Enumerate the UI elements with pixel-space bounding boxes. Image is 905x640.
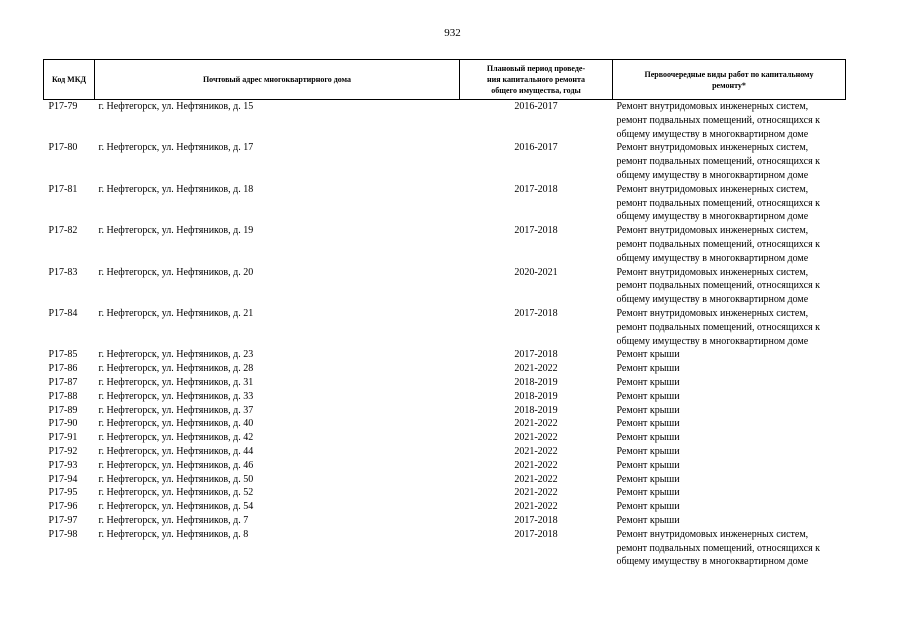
works-line: Ремонт крыши xyxy=(616,487,680,499)
works-line: ремонт подвальных помещений, относящихся к xyxy=(616,542,821,554)
header-period-line: ния капитального ремонта xyxy=(487,75,585,84)
table-row xyxy=(44,417,846,431)
works-line: Ремонт крыши xyxy=(616,363,680,375)
cell-period: 2018-2019 xyxy=(514,404,558,416)
cell-works xyxy=(613,404,846,418)
header-works-line: Первоочередные виды работ по капитальному xyxy=(644,69,814,79)
cell-works xyxy=(613,348,846,362)
works-line: Ремонт внутридомовых инженерных систем, xyxy=(616,528,809,540)
cell-code: Р17-94 xyxy=(48,473,78,485)
works-line: общему имуществу в многоквартирном доме xyxy=(616,211,809,223)
works-line: ремонт подвальных помещений, относящихся к xyxy=(616,280,821,292)
works-line: общему имуществу в многоквартирном доме xyxy=(616,169,809,181)
cell-works xyxy=(613,307,846,348)
cell-address: г. Нефтегорск, ул. Нефтяников, д. 46 xyxy=(98,459,254,471)
table-row xyxy=(44,473,846,487)
cell-period: 2021-2022 xyxy=(514,432,558,444)
cell-works xyxy=(613,445,846,459)
cell-address: г. Нефтегорск, ул. Нефтяников, д. 19 xyxy=(98,225,254,237)
table-row xyxy=(44,307,846,348)
table-row xyxy=(44,459,846,473)
header-address: Почтовый адрес многоквартирного дома xyxy=(95,60,460,100)
table-row xyxy=(44,390,846,404)
cell-code: Р17-86 xyxy=(48,363,78,375)
cell-code: Р17-79 xyxy=(48,101,78,112)
header-period-line: Плановый период проведе- xyxy=(486,64,586,73)
cell-address: г. Нефтегорск, ул. Нефтяников, д. 33 xyxy=(98,390,254,402)
cell-works xyxy=(613,500,846,514)
works-line: Ремонт внутридомовых инженерных систем, xyxy=(616,183,809,195)
cell-period: 2021-2022 xyxy=(514,501,558,513)
cell-code: Р17-91 xyxy=(48,432,78,444)
cell-period: 2017-2018 xyxy=(514,349,558,361)
works-line: ремонт подвальных помещений, относящихся к xyxy=(616,321,821,333)
cell-period: 2021-2022 xyxy=(514,459,558,471)
cell-period: 2017-2018 xyxy=(514,183,558,195)
header-works xyxy=(613,60,846,100)
table-row xyxy=(44,376,846,390)
table-row xyxy=(44,100,846,142)
table-row xyxy=(44,183,846,224)
cell-address: г. Нефтегорск, ул. Нефтяников, д. 17 xyxy=(98,142,254,154)
table-row xyxy=(44,348,846,362)
works-line: общему имуществу в многоквартирном доме xyxy=(616,128,809,140)
cell-works xyxy=(613,431,846,445)
cell-address: г. Нефтегорск, ул. Нефтяников, д. 7 xyxy=(98,514,249,526)
repair-schedule-table xyxy=(43,59,846,569)
works-line: ремонт подвальных помещений, относящихся к xyxy=(616,114,821,126)
works-line: Ремонт внутридомовых инженерных систем, xyxy=(616,142,809,154)
header-works-line: ремонту* xyxy=(712,80,746,90)
cell-address: г. Нефтегорск, ул. Нефтяников, д. 40 xyxy=(98,418,254,430)
cell-code: Р17-96 xyxy=(48,501,78,513)
table-row xyxy=(44,224,846,265)
cell-address: г. Нефтегорск, ул. Нефтяников, д. 44 xyxy=(98,445,254,457)
works-line: ремонт подвальных помещений, относящихся к xyxy=(616,197,821,209)
cell-period: 2021-2022 xyxy=(514,445,558,457)
cell-code: Р17-92 xyxy=(48,445,78,457)
cell-works xyxy=(613,376,846,390)
cell-works xyxy=(613,390,846,404)
cell-works xyxy=(613,514,846,528)
cell-code: Р17-90 xyxy=(48,418,78,430)
header-code: Код МКД xyxy=(44,60,95,100)
cell-works xyxy=(613,486,846,500)
header-period-line: общего имущества, годы xyxy=(491,86,581,95)
table-row xyxy=(44,486,846,500)
table-row xyxy=(44,362,846,376)
cell-works xyxy=(613,183,846,224)
header-period xyxy=(460,60,613,100)
cell-code: Р17-83 xyxy=(48,266,78,278)
works-line: Ремонт крыши xyxy=(616,349,680,361)
table-row xyxy=(44,528,846,569)
cell-code: Р17-88 xyxy=(48,390,78,402)
cell-address: г. Нефтегорск, ул. Нефтяников, д. 23 xyxy=(98,349,254,361)
cell-period: 2021-2022 xyxy=(514,487,558,499)
cell-period: 2017-2018 xyxy=(514,514,558,526)
table-body xyxy=(44,100,846,570)
works-line: общему имуществу в многоквартирном доме xyxy=(616,335,809,347)
cell-period: 2016-2017 xyxy=(514,142,558,154)
cell-period: 2021-2022 xyxy=(514,363,558,375)
cell-works xyxy=(613,100,846,142)
works-line: ремонт подвальных помещений, относящихся к xyxy=(616,238,821,250)
works-line: Ремонт крыши xyxy=(616,501,680,513)
cell-works xyxy=(613,417,846,431)
cell-address: г. Нефтегорск, ул. Нефтяников, д. 37 xyxy=(98,404,254,416)
cell-code: Р17-84 xyxy=(48,307,78,319)
works-line: Ремонт крыши xyxy=(616,376,680,388)
works-line: общему имуществу в многоквартирном доме xyxy=(616,294,809,306)
works-line: Ремонт крыши xyxy=(616,390,680,402)
cell-code: Р17-89 xyxy=(48,404,78,416)
page-number: 932 xyxy=(444,27,461,39)
cell-address: г. Нефтегорск, ул. Нефтяников, д. 52 xyxy=(98,487,254,499)
cell-code: Р17-80 xyxy=(48,142,78,154)
cell-period: 2018-2019 xyxy=(514,376,558,388)
cell-works xyxy=(613,141,846,182)
cell-code: Р17-93 xyxy=(48,459,78,471)
cell-code: Р17-95 xyxy=(48,487,78,499)
works-line: Ремонт крыши xyxy=(616,432,680,444)
cell-works xyxy=(613,528,846,569)
works-line: общему имуществу в многоквартирном доме xyxy=(616,556,809,568)
cell-period: 2016-2017 xyxy=(514,101,558,112)
cell-period: 2017-2018 xyxy=(514,528,558,540)
works-line: Ремонт внутридомовых инженерных систем, xyxy=(616,101,809,112)
cell-period: 2018-2019 xyxy=(514,390,558,402)
table-row xyxy=(44,500,846,514)
works-line: Ремонт крыши xyxy=(616,404,680,416)
works-line: Ремонт крыши xyxy=(616,445,680,457)
cell-address: г. Нефтегорск, ул. Нефтяников, д. 8 xyxy=(98,528,249,540)
cell-address: г. Нефтегорск, ул. Нефтяников, д. 15 xyxy=(98,101,254,112)
works-line: Ремонт крыши xyxy=(616,473,680,485)
cell-works xyxy=(613,266,846,307)
table-row xyxy=(44,514,846,528)
table-row xyxy=(44,445,846,459)
cell-period: 2021-2022 xyxy=(514,473,558,485)
cell-works xyxy=(613,473,846,487)
table-row xyxy=(44,141,846,182)
cell-code: Р17-97 xyxy=(48,514,78,526)
cell-period: 2017-2018 xyxy=(514,225,558,237)
table-row xyxy=(44,266,846,307)
cell-works xyxy=(613,224,846,265)
cell-address: г. Нефтегорск, ул. Нефтяников, д. 18 xyxy=(98,183,254,195)
cell-address: г. Нефтегорск, ул. Нефтяников, д. 28 xyxy=(98,363,254,375)
table-row xyxy=(44,404,846,418)
cell-works xyxy=(613,459,846,473)
cell-address: г. Нефтегорск, ул. Нефтяников, д. 50 xyxy=(98,473,254,485)
works-line: Ремонт крыши xyxy=(616,459,680,471)
cell-code: Р17-82 xyxy=(48,225,78,237)
works-line: общему имуществу в многоквартирном доме xyxy=(616,252,809,264)
cell-code: Р17-81 xyxy=(48,183,78,195)
works-line: ремонт подвальных помещений, относящихся к xyxy=(616,156,821,168)
cell-address: г. Нефтегорск, ул. Нефтяников, д. 31 xyxy=(98,376,254,388)
works-line: Ремонт внутридомовых инженерных систем, xyxy=(616,225,809,237)
cell-address: г. Нефтегорск, ул. Нефтяников, д. 20 xyxy=(98,266,254,278)
cell-code: Р17-98 xyxy=(48,528,78,540)
works-line: Ремонт крыши xyxy=(616,514,680,526)
works-line: Ремонт внутридомовых инженерных систем, xyxy=(616,307,809,319)
cell-period: 2017-2018 xyxy=(514,307,558,319)
works-line: Ремонт внутридомовых инженерных систем, xyxy=(616,266,809,278)
cell-address: г. Нефтегорск, ул. Нефтяников, д. 54 xyxy=(98,501,254,513)
works-line: Ремонт крыши xyxy=(616,418,680,430)
cell-code: Р17-85 xyxy=(48,349,78,361)
cell-address: г. Нефтегорск, ул. Нефтяников, д. 42 xyxy=(98,432,254,444)
cell-period: 2020-2021 xyxy=(514,266,558,278)
table-header-row xyxy=(44,60,846,100)
cell-works xyxy=(613,362,846,376)
cell-code: Р17-87 xyxy=(48,376,78,388)
cell-address: г. Нефтегорск, ул. Нефтяников, д. 21 xyxy=(98,307,254,319)
cell-period: 2021-2022 xyxy=(514,418,558,430)
table-row xyxy=(44,431,846,445)
